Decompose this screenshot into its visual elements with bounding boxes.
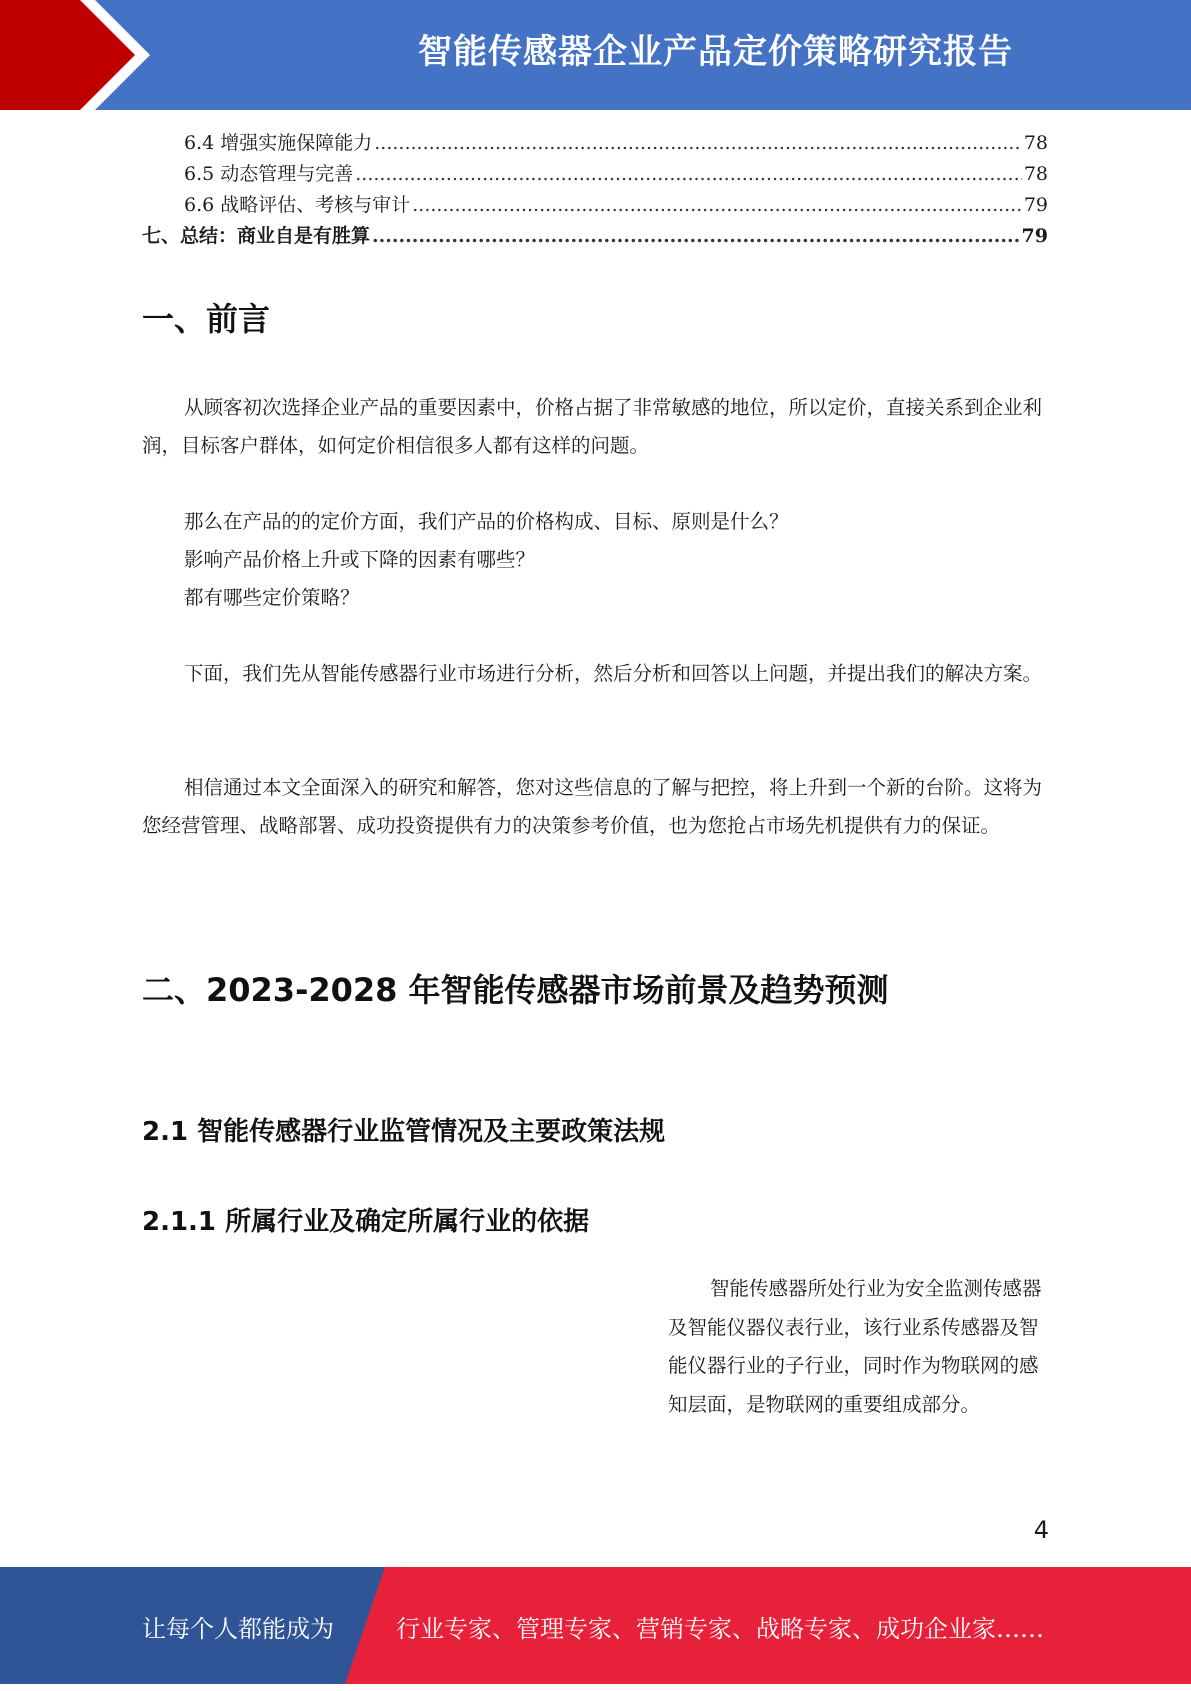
question-line: 那么在产品的的定价方面，我们产品的价格构成、目标、原则是什么？ — [184, 510, 789, 533]
toc-entry-label: 6.6 战略评估、考核与审计 — [184, 194, 411, 216]
question-line: 都有哪些定价策略？ — [184, 586, 360, 609]
toc-entry-label: 七、总结：商业自是有胜算 — [142, 225, 371, 247]
toc-entry-label: 6.5 动态管理与完善 — [184, 163, 354, 185]
preface-paragraph-1: 从顾客初次选择企业产品的重要因素中，价格占据了非常敏感的地位，所以定价，直接关系到企业利润，目标客户群体，如何定价相信很多人都有这样的问题。 — [142, 396, 1043, 457]
toc-entry[interactable] — [142, 221, 1048, 252]
footer-slogan-right: 行业专家、管理专家、营销专家、战略专家、成功企业家…… — [396, 1615, 1044, 1643]
toc-dot-leader — [355, 159, 1022, 190]
toc-entry[interactable] — [142, 190, 1048, 221]
page-number: 4 — [1033, 1516, 1049, 1544]
toc-dot-leader — [374, 128, 1022, 159]
table-of-contents — [142, 128, 1048, 252]
toc-entry-label: 6.4 增强实施保障能力 — [184, 132, 373, 154]
footer-banner — [0, 1567, 1191, 1684]
toc-entry[interactable] — [142, 128, 1048, 159]
question-line: 影响产品价格上升或下降的因素有哪些？ — [184, 548, 536, 571]
toc-dot-leader — [412, 190, 1022, 221]
subsection-heading-regulation: 2.1 智能传感器行业监管情况及主要政策法规 — [142, 1117, 666, 1147]
report-title: 智能传感器企业产品定价策略研究报告 — [418, 32, 1013, 72]
toc-entry-page: 78 — [1023, 163, 1048, 185]
section-heading-preface: 一、前言 — [142, 300, 271, 338]
header-banner — [0, 0, 1191, 110]
toc-entry-page: 79 — [1023, 194, 1048, 216]
footer-slogan-left: 让每个人都能成为 — [142, 1615, 334, 1643]
section-heading-market-forecast: 二、2023-2028 年智能传感器市场前景及趋势预测 — [142, 971, 889, 1009]
red-chevron-logo — [0, 0, 160, 110]
subsection-heading-industry: 2.1.1 所属行业及确定所属行业的依据 — [142, 1207, 590, 1237]
toc-entry[interactable] — [142, 159, 1048, 190]
industry-description: 智能传感器所处行业为安全监测传感器及智能仪器仪表行业，该行业系传感器及智能仪器行业的子行业，同时作为物联网的感知层面，是物联网的重要组成部分。 — [668, 1277, 1042, 1416]
toc-entry-page: 79 — [1021, 225, 1048, 247]
preface-paragraph-3: 相信通过本文全面深入的研究和解答，您对这些信息的了解与把控，将上升到一个新的台阶。这将为您经营管理、战略部署、成功投资提供有力的决策参考价值，也为您抢占市场先机提供有力的保证。 — [142, 776, 1043, 837]
toc-entry-page: 78 — [1023, 132, 1048, 154]
toc-dot-leader — [372, 221, 1020, 252]
preface-paragraph-2: 下面，我们先从智能传感器行业市场进行分析，然后分析和回答以上问题，并提出我们的解决方案。 — [184, 662, 1043, 685]
